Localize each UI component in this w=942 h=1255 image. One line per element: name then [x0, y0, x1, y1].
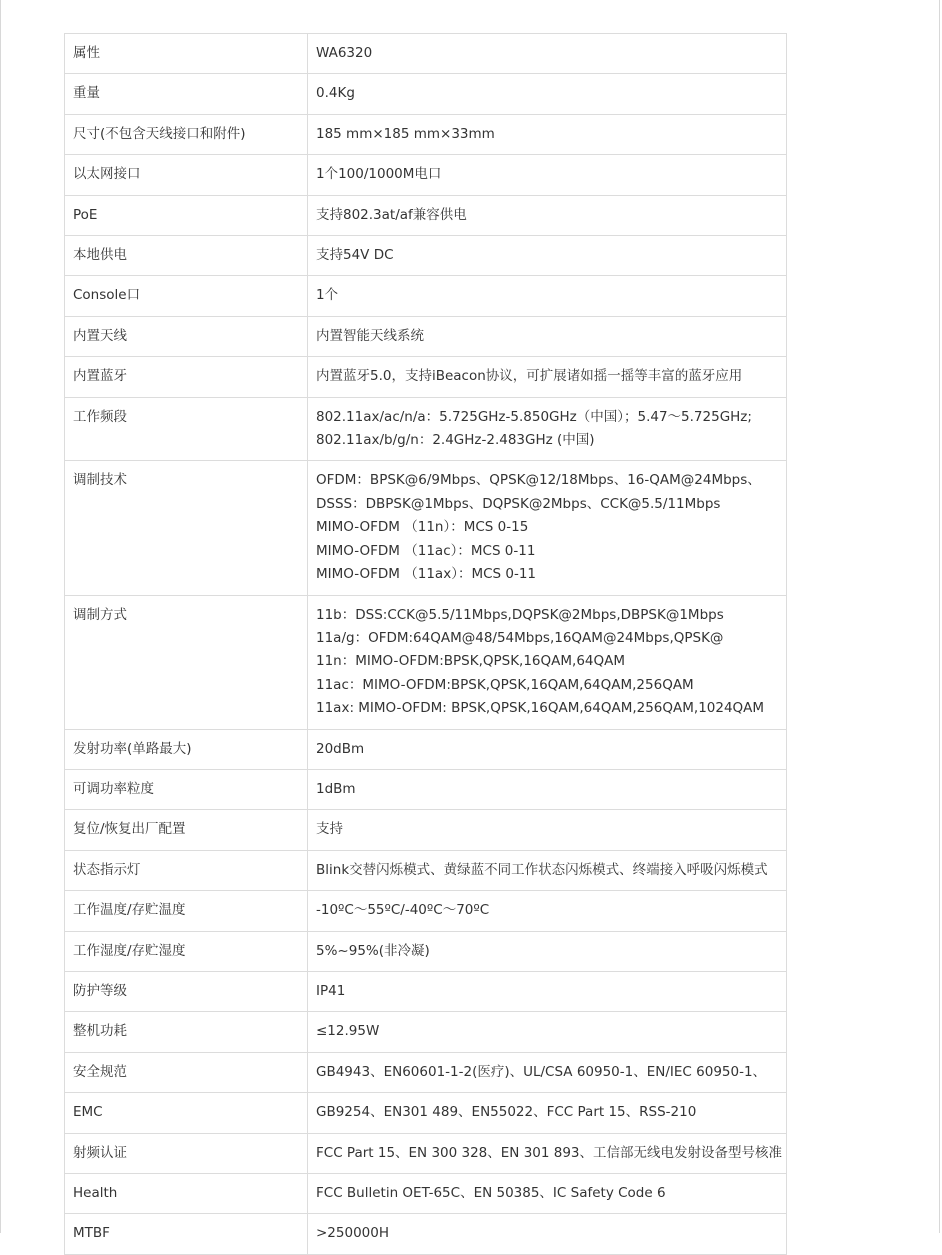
spec-value-line: GB4943、EN60601-1-2(医疗)、UL/CSA 60950-1、EN/IEC 60950-1、: [316, 1063, 767, 1080]
spec-label: 防护等级: [65, 971, 308, 1011]
spec-value: [308, 461, 787, 595]
spec-row: [65, 461, 787, 595]
spec-table-body: [65, 34, 787, 1255]
spec-row: [65, 397, 787, 461]
spec-value: [308, 850, 787, 890]
spec-value-line: FCC Part 15、EN 300 328、EN 301 893、工信部无线电发射设备型号核准: [316, 1144, 783, 1161]
spec-value: [308, 1174, 787, 1214]
spec-label: 状态指示灯: [65, 850, 308, 890]
spec-row: [65, 1052, 787, 1092]
spec-row: [65, 971, 787, 1011]
spec-value: [308, 810, 787, 850]
spec-label: MTBF: [65, 1214, 308, 1254]
spec-label: Health: [65, 1174, 308, 1214]
spec-row: [65, 891, 787, 931]
spec-value-line: 802.11ax/b/g/n：2.4GHz-2.483GHz (中国): [316, 432, 595, 449]
spec-label: 属性: [65, 34, 308, 74]
spec-value: [308, 769, 787, 809]
spec-label: 内置天线: [65, 316, 308, 356]
spec-value: [308, 1214, 787, 1254]
spec-value-line: 802.11ax/ac/n/a：5.725GHz-5.850GHz（中国）；5.47～5.725GHz;: [316, 408, 752, 425]
spec-row: [65, 236, 787, 276]
spec-value-line: 5%~95%(非冷凝): [316, 942, 430, 959]
spec-value-line: 11ac：MIMO-OFDM:BPSK,QPSK,16QAM,64QAM,256QAM: [316, 676, 694, 693]
spec-row: [65, 195, 787, 235]
spec-value-line: 支持: [316, 821, 343, 838]
spec-value-line: WA6320: [316, 45, 373, 61]
spec-table: [64, 33, 787, 1255]
spec-row: [65, 1012, 787, 1052]
spec-value-line: 185 mm×185 mm×33mm: [316, 125, 495, 142]
spec-value: [308, 316, 787, 356]
spec-value: [308, 397, 787, 461]
spec-label: 整机功耗: [65, 1012, 308, 1052]
spec-value: [308, 1052, 787, 1092]
spec-value-line: 20dBm: [316, 740, 365, 757]
spec-label: 尺寸(不包含天线接口和附件): [65, 114, 308, 154]
spec-row: [65, 357, 787, 397]
spec-value: [308, 1093, 787, 1133]
spec-value-line: 内置蓝牙5.0，支持iBeacon协议，可扩展诸如摇一摇等丰富的蓝牙应用: [316, 368, 743, 385]
spec-label: 重量: [65, 74, 308, 114]
spec-value-line: 11ax: MIMO-OFDM: BPSK,QPSK,16QAM,64QAM,256QAM,1024QAM: [316, 700, 765, 717]
spec-value-line: Blink交替闪烁模式、黄绿蓝不同工作状态闪烁模式、终端接入呼吸闪烁模式: [316, 861, 768, 878]
spec-value-line: ≤12.95W: [316, 1023, 380, 1040]
spec-value: [308, 971, 787, 1011]
spec-row: [65, 810, 787, 850]
spec-row: [65, 114, 787, 154]
spec-value-line: >250000H: [316, 1225, 389, 1242]
spec-label: EMC: [65, 1093, 308, 1133]
spec-label: 工作湿度/存贮湿度: [65, 931, 308, 971]
spec-value: [308, 276, 787, 316]
spec-row: [65, 769, 787, 809]
spec-label: 工作温度/存贮温度: [65, 891, 308, 931]
spec-row: [65, 850, 787, 890]
spec-value-line: FCC Bulletin OET-65C、EN 50385、IC Safety Code 6: [316, 1185, 666, 1201]
spec-value: [308, 595, 787, 729]
spec-row: [65, 155, 787, 195]
spec-row: [65, 74, 787, 114]
spec-label: PoE: [65, 195, 308, 235]
spec-value-line: 内置智能天线系统: [316, 327, 424, 344]
spec-row: [65, 316, 787, 356]
spec-value-line: MIMO-OFDM （11ax）：MCS 0-11: [316, 566, 537, 583]
spec-label: 调制方式: [65, 595, 308, 729]
spec-row: [65, 1214, 787, 1254]
spec-value-line: 11n：MIMO-OFDM:BPSK,QPSK,16QAM,64QAM: [316, 653, 626, 670]
spec-value: [308, 931, 787, 971]
spec-row: [65, 1093, 787, 1133]
spec-value-line: MIMO-OFDM （11ac）：MCS 0-11: [316, 542, 536, 559]
spec-row: [65, 34, 787, 74]
spec-row: [65, 931, 787, 971]
spec-value: [308, 891, 787, 931]
spec-value: [308, 114, 787, 154]
spec-value-line: -10ºC～55ºC/-40ºC～70ºC: [316, 902, 490, 919]
spec-row: [65, 1174, 787, 1214]
spec-label: 发射功率(单路最大): [65, 729, 308, 769]
spec-row: [65, 595, 787, 729]
spec-label: Console口: [65, 276, 308, 316]
spec-value-line: 1个100/1000M电口: [316, 166, 442, 183]
spec-value-line: DSSS：DBPSK@1Mbps、DQPSK@2Mbps、CCK@5.5/11Mbps: [316, 495, 721, 512]
spec-value: [308, 729, 787, 769]
spec-label: 可调功率粒度: [65, 769, 308, 809]
spec-value-line: GB9254、EN301 489、EN55022、FCC Part 15、RSS-210: [316, 1104, 697, 1121]
spec-value-line: 支持54V DC: [316, 247, 394, 264]
spec-value: [308, 74, 787, 114]
spec-value-line: 1个: [316, 287, 339, 304]
spec-label: 工作频段: [65, 397, 308, 461]
spec-label: 内置蓝牙: [65, 357, 308, 397]
spec-label: 安全规范: [65, 1052, 308, 1092]
spec-value-line: 11b：DSS:CCK@5.5/11Mbps,DQPSK@2Mbps,DBPSK@1Mbps: [316, 606, 724, 623]
spec-value-line: MIMO-OFDM （11n）：MCS 0-15: [316, 519, 529, 536]
spec-value: [308, 195, 787, 235]
spec-label: 调制技术: [65, 461, 308, 595]
spec-value-line: 1dBm: [316, 780, 356, 797]
spec-label: 射频认证: [65, 1133, 308, 1173]
spec-label: 以太网接口: [65, 155, 308, 195]
spec-value-line: OFDM：BPSK@6/9Mbps、QPSK@12/18Mbps、16-QAM@24Mbps、: [316, 472, 761, 489]
spec-label: 本地供电: [65, 236, 308, 276]
spec-value: [308, 357, 787, 397]
spec-label: 复位/恢复出厂配置: [65, 810, 308, 850]
spec-row: [65, 276, 787, 316]
spec-value-line: 支持802.3at/af兼容供电: [316, 206, 467, 223]
spec-value: [308, 236, 787, 276]
spec-value-line: 0.4Kg: [316, 85, 355, 102]
spec-value-line: IP41: [316, 982, 346, 999]
spec-row: [65, 1133, 787, 1173]
spec-value: [308, 1133, 787, 1173]
spec-row: [65, 729, 787, 769]
spec-value: [308, 155, 787, 195]
spec-value-line: 11a/g：OFDM:64QAM@48/54Mbps,16QAM@24Mbps,QPSK@: [316, 629, 724, 646]
spec-value: [308, 1012, 787, 1052]
spec-value: [308, 34, 787, 74]
